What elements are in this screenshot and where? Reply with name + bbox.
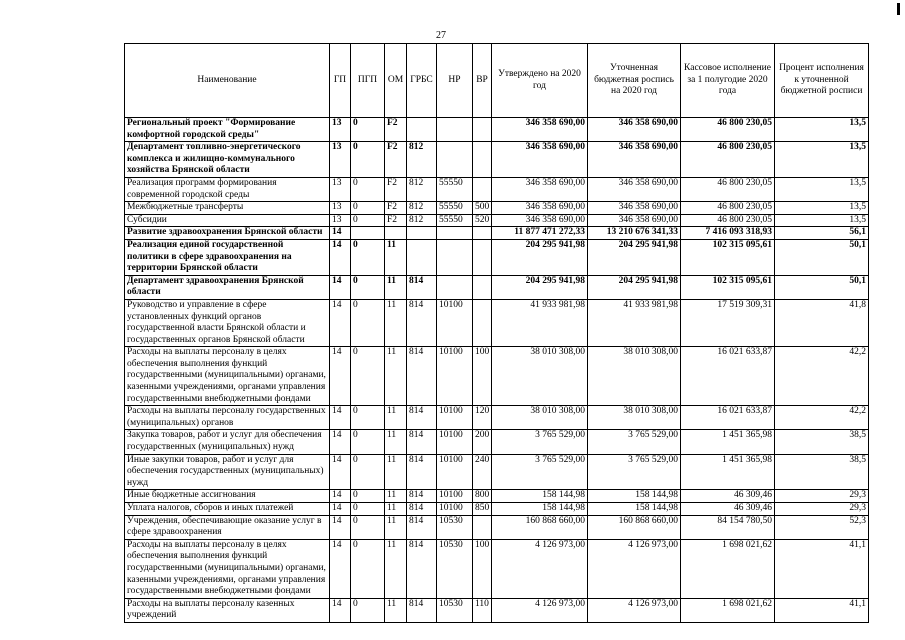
table-row <box>125 142 869 178</box>
cell-grbs: 814 <box>407 515 437 539</box>
cell-name: Расходы на выплаты персоналу в целях обеспечения выполнения функций государственными (муниципальными) органами, казенными учреждениями, органами управления государственными внебюджетными фондами <box>125 347 330 406</box>
cell-grbs: 814 <box>407 275 437 299</box>
cell-grbs: 814 <box>407 490 437 503</box>
header-grbs: ГРБС <box>407 44 437 118</box>
cell-pgp: 0 <box>351 515 385 539</box>
cell-revised: 204 295 941,98 <box>588 239 681 275</box>
header-name: Наименование <box>125 44 330 118</box>
cell-om: 11 <box>385 490 407 503</box>
cell-om: 11 <box>385 539 407 598</box>
table-row <box>125 539 869 598</box>
cell-approved: 3 765 529,00 <box>492 430 588 454</box>
cell-name: Расходы на выплаты персоналу государственных (муниципальных) органов <box>125 406 330 430</box>
cell-gp: 14 <box>330 539 351 598</box>
cell-percent: 38,5 <box>775 454 869 490</box>
cell-revised: 346 358 690,00 <box>588 142 681 178</box>
cell-name: Учреждения, обеспечивающие оказание услуг в сфере здравоохранения <box>125 515 330 539</box>
cell-om: 11 <box>385 347 407 406</box>
header-pgp: ПГП <box>351 44 385 118</box>
cell-approved: 160 868 660,00 <box>492 515 588 539</box>
cell-percent: 41,1 <box>775 598 869 622</box>
cell-grbs: 812 <box>407 177 437 201</box>
cell-approved: 4 126 973,00 <box>492 539 588 598</box>
cell-np: 55550 <box>437 202 473 215</box>
cell-approved: 158 144,98 <box>492 490 588 503</box>
cell-vr <box>473 299 492 346</box>
cell-vr: 850 <box>473 503 492 516</box>
cell-grbs <box>407 239 437 275</box>
cell-om: 11 <box>385 598 407 622</box>
cell-gp: 14 <box>330 227 351 240</box>
cell-grbs: 812 <box>407 214 437 227</box>
cell-revised: 13 210 676 341,33 <box>588 227 681 240</box>
cell-np: 10100 <box>437 454 473 490</box>
cell-np: 55550 <box>437 214 473 227</box>
table-row <box>125 202 869 215</box>
table-row <box>125 490 869 503</box>
table-row <box>125 227 869 240</box>
cell-gp: 14 <box>330 490 351 503</box>
cell-gp: 14 <box>330 239 351 275</box>
cell-percent: 42,2 <box>775 406 869 430</box>
cell-percent: 13,5 <box>775 118 869 142</box>
cell-revised: 4 126 973,00 <box>588 598 681 622</box>
header-gp: ГП <box>330 44 351 118</box>
cell-name: Департамент топливно-энергетического комплекса и жилищно-коммунального хозяйства Брянской области <box>125 142 330 178</box>
header-percent: Процент исполнения к уточненной бюджетной росписи <box>775 44 869 118</box>
cell-cash: 1 698 021,62 <box>681 598 775 622</box>
cell-cash: 102 315 095,61 <box>681 239 775 275</box>
cell-np <box>437 227 473 240</box>
cell-np: 10100 <box>437 347 473 406</box>
cell-gp: 14 <box>330 430 351 454</box>
cell-approved: 346 358 690,00 <box>492 214 588 227</box>
cell-vr: 500 <box>473 202 492 215</box>
cell-vr: 800 <box>473 490 492 503</box>
cell-grbs: 814 <box>407 539 437 598</box>
cell-pgp: 0 <box>351 406 385 430</box>
cell-cash: 1 451 365,98 <box>681 454 775 490</box>
cell-om: 11 <box>385 406 407 430</box>
cell-gp: 14 <box>330 299 351 346</box>
table-row <box>125 347 869 406</box>
table-row <box>125 454 869 490</box>
cell-cash: 46 800 230,05 <box>681 118 775 142</box>
cell-pgp <box>351 227 385 240</box>
cell-gp: 13 <box>330 177 351 201</box>
cell-grbs: 814 <box>407 430 437 454</box>
cell-percent: 56,1 <box>775 227 869 240</box>
cell-pgp: 0 <box>351 239 385 275</box>
cell-approved: 11 877 471 272,33 <box>492 227 588 240</box>
cell-vr: 100 <box>473 347 492 406</box>
cell-name: Региональный проект "Формирование комфортной городской среды" <box>125 118 330 142</box>
cell-percent: 38,5 <box>775 430 869 454</box>
cell-gp: 14 <box>330 515 351 539</box>
cell-approved: 158 144,98 <box>492 503 588 516</box>
cell-name: Закупка товаров, работ и услуг для обеспечения государственных (муниципальных) нужд <box>125 430 330 454</box>
cell-name: Руководство и управление в сфере установленных функций органов государственной власти Брянской области и государственных органов Брянской области <box>125 299 330 346</box>
cell-om: 11 <box>385 275 407 299</box>
cell-vr <box>473 227 492 240</box>
cell-revised: 204 295 941,98 <box>588 275 681 299</box>
cell-om: 11 <box>385 454 407 490</box>
cell-cash: 46 309,46 <box>681 503 775 516</box>
table-row <box>125 177 869 201</box>
cell-np <box>437 142 473 178</box>
header-cash: Кассовое исполнение за 1 полугодие 2020 года <box>681 44 775 118</box>
cell-om: F2 <box>385 142 407 178</box>
cell-grbs: 814 <box>407 299 437 346</box>
cell-gp: 14 <box>330 598 351 622</box>
cell-pgp: 0 <box>351 490 385 503</box>
cell-revised: 346 358 690,00 <box>588 177 681 201</box>
cell-np: 10530 <box>437 598 473 622</box>
cell-cash: 46 800 230,05 <box>681 214 775 227</box>
cell-np <box>437 118 473 142</box>
table-row <box>125 214 869 227</box>
cell-np: 10100 <box>437 503 473 516</box>
cell-pgp: 0 <box>351 275 385 299</box>
cell-revised: 3 765 529,00 <box>588 454 681 490</box>
cell-vr: 110 <box>473 598 492 622</box>
cell-gp: 13 <box>330 202 351 215</box>
cell-np: 55550 <box>437 177 473 201</box>
cell-approved: 3 765 529,00 <box>492 454 588 490</box>
table-row <box>125 239 869 275</box>
cell-grbs: 812 <box>407 142 437 178</box>
cell-grbs: 814 <box>407 454 437 490</box>
cell-approved: 346 358 690,00 <box>492 142 588 178</box>
cell-om: F2 <box>385 177 407 201</box>
cell-pgp: 0 <box>351 430 385 454</box>
cell-gp: 14 <box>330 503 351 516</box>
cell-grbs: 814 <box>407 347 437 406</box>
cell-revised: 38 010 308,00 <box>588 347 681 406</box>
cell-revised: 160 868 660,00 <box>588 515 681 539</box>
cell-vr <box>473 275 492 299</box>
cell-grbs: 814 <box>407 503 437 516</box>
cell-grbs <box>407 118 437 142</box>
budget-execution-table <box>124 43 869 623</box>
cell-om: F2 <box>385 118 407 142</box>
cell-pgp: 0 <box>351 598 385 622</box>
cell-np: 10530 <box>437 515 473 539</box>
table-row <box>125 503 869 516</box>
cell-name: Реализация программ формирования современной городской среды <box>125 177 330 201</box>
cell-np <box>437 239 473 275</box>
table-row <box>125 275 869 299</box>
cell-revised: 346 358 690,00 <box>588 214 681 227</box>
cell-cash: 7 416 093 318,93 <box>681 227 775 240</box>
cell-cash: 84 154 780,50 <box>681 515 775 539</box>
cell-percent: 52,3 <box>775 515 869 539</box>
cell-gp: 14 <box>330 347 351 406</box>
cell-percent: 13,5 <box>775 142 869 178</box>
header-approved: Утверждено на 2020 год <box>492 44 588 118</box>
cell-vr <box>473 239 492 275</box>
cell-revised: 4 126 973,00 <box>588 539 681 598</box>
cell-percent: 13,5 <box>775 202 869 215</box>
cell-approved: 38 010 308,00 <box>492 347 588 406</box>
cell-om: 11 <box>385 430 407 454</box>
cell-vr <box>473 118 492 142</box>
cell-name: Иные бюджетные ассигнования <box>125 490 330 503</box>
cell-name: Расходы на выплаты персоналу казенных учреждений <box>125 598 330 622</box>
cell-approved: 4 126 973,00 <box>492 598 588 622</box>
cell-approved: 41 933 981,98 <box>492 299 588 346</box>
cell-cash: 102 315 095,61 <box>681 275 775 299</box>
cell-percent: 42,2 <box>775 347 869 406</box>
cell-grbs: 814 <box>407 406 437 430</box>
header-vr: ВР <box>473 44 492 118</box>
cell-revised: 346 358 690,00 <box>588 118 681 142</box>
cell-revised: 3 765 529,00 <box>588 430 681 454</box>
cell-approved: 346 358 690,00 <box>492 118 588 142</box>
table-header-row <box>125 44 869 118</box>
cell-gp: 14 <box>330 275 351 299</box>
cell-pgp: 0 <box>351 539 385 598</box>
cell-revised: 41 933 981,98 <box>588 299 681 346</box>
cell-percent: 29,3 <box>775 503 869 516</box>
cell-cash: 46 800 230,05 <box>681 202 775 215</box>
cell-np <box>437 275 473 299</box>
cell-cash: 46 800 230,05 <box>681 177 775 201</box>
cell-percent: 50,1 <box>775 239 869 275</box>
table-row <box>125 299 869 346</box>
table-row <box>125 515 869 539</box>
cell-cash: 46 309,46 <box>681 490 775 503</box>
cell-name: Уплата налогов, сборов и иных платежей <box>125 503 330 516</box>
cell-percent: 13,5 <box>775 177 869 201</box>
cell-pgp: 0 <box>351 454 385 490</box>
cell-revised: 158 144,98 <box>588 490 681 503</box>
cell-om: F2 <box>385 202 407 215</box>
cell-pgp: 0 <box>351 142 385 178</box>
cell-vr: 240 <box>473 454 492 490</box>
cell-gp: 13 <box>330 142 351 178</box>
cell-pgp: 0 <box>351 202 385 215</box>
header-np: НР <box>437 44 473 118</box>
cell-name: Департамент здравоохранения Брянской области <box>125 275 330 299</box>
table-row <box>125 118 869 142</box>
table-row <box>125 598 869 622</box>
cell-name: Межбюджетные трансферты <box>125 202 330 215</box>
cell-vr: 120 <box>473 406 492 430</box>
cell-om <box>385 227 407 240</box>
cell-pgp: 0 <box>351 214 385 227</box>
cell-name: Реализация единой государственной политики в сфере здравоохранения на территории Брянской области <box>125 239 330 275</box>
cell-gp: 14 <box>330 406 351 430</box>
header-revised: Уточненная бюджетная роспись на 2020 год <box>588 44 681 118</box>
cell-revised: 158 144,98 <box>588 503 681 516</box>
cell-cash: 46 800 230,05 <box>681 142 775 178</box>
cell-vr <box>473 177 492 201</box>
cell-approved: 346 358 690,00 <box>492 202 588 215</box>
cell-grbs: 812 <box>407 202 437 215</box>
cell-approved: 204 295 941,98 <box>492 239 588 275</box>
cell-vr: 520 <box>473 214 492 227</box>
cell-grbs <box>407 227 437 240</box>
header-om: ОМ <box>385 44 407 118</box>
cell-np: 10530 <box>437 539 473 598</box>
cell-np: 10100 <box>437 430 473 454</box>
cell-grbs: 814 <box>407 598 437 622</box>
cell-om: 11 <box>385 515 407 539</box>
cell-np: 10100 <box>437 299 473 346</box>
cell-om: F2 <box>385 214 407 227</box>
table-row <box>125 406 869 430</box>
cell-pgp: 0 <box>351 177 385 201</box>
cell-vr <box>473 142 492 178</box>
scan-edge-mark <box>897 3 900 15</box>
cell-percent: 41,1 <box>775 539 869 598</box>
cell-om: 11 <box>385 299 407 346</box>
cell-cash: 1 698 021,62 <box>681 539 775 598</box>
cell-om: 11 <box>385 239 407 275</box>
cell-pgp: 0 <box>351 503 385 516</box>
cell-vr: 100 <box>473 539 492 598</box>
cell-percent: 13,5 <box>775 214 869 227</box>
cell-gp: 14 <box>330 454 351 490</box>
cell-revised: 38 010 308,00 <box>588 406 681 430</box>
table-body <box>125 118 869 623</box>
cell-name: Расходы на выплаты персоналу в целях обеспечения выполнения функций государственными (муниципальными) органами, казенными учреждениями, органами управления государственными внебюджетными фондами <box>125 539 330 598</box>
cell-cash: 16 021 633,87 <box>681 347 775 406</box>
cell-om: 11 <box>385 503 407 516</box>
cell-vr <box>473 515 492 539</box>
cell-pgp: 0 <box>351 347 385 406</box>
cell-name: Субсидии <box>125 214 330 227</box>
cell-np: 10100 <box>437 406 473 430</box>
cell-percent: 50,1 <box>775 275 869 299</box>
cell-cash: 16 021 633,87 <box>681 406 775 430</box>
cell-vr: 200 <box>473 430 492 454</box>
cell-approved: 38 010 308,00 <box>492 406 588 430</box>
cell-pgp: 0 <box>351 118 385 142</box>
cell-gp: 13 <box>330 118 351 142</box>
cell-name: Иные закупки товаров, работ и услуг для обеспечения государственных (муниципальных) нужд <box>125 454 330 490</box>
table-row <box>125 430 869 454</box>
cell-gp: 13 <box>330 214 351 227</box>
cell-revised: 346 358 690,00 <box>588 202 681 215</box>
cell-percent: 41,8 <box>775 299 869 346</box>
cell-approved: 204 295 941,98 <box>492 275 588 299</box>
cell-cash: 17 519 309,31 <box>681 299 775 346</box>
cell-approved: 346 358 690,00 <box>492 177 588 201</box>
cell-pgp: 0 <box>351 299 385 346</box>
cell-percent: 29,3 <box>775 490 869 503</box>
cell-np: 10100 <box>437 490 473 503</box>
page-number: 27 <box>436 30 446 41</box>
cell-name: Развитие здравоохранения Брянской области <box>125 227 330 240</box>
cell-cash: 1 451 365,98 <box>681 430 775 454</box>
